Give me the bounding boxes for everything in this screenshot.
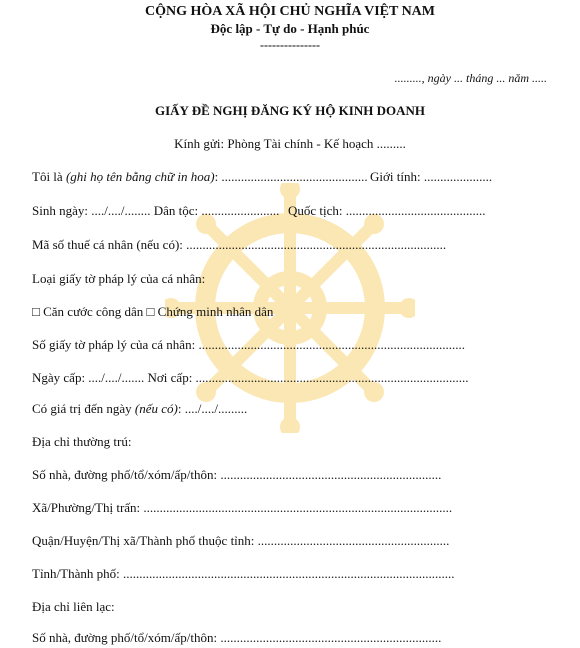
name-hint: (ghi họ tên bằng chữ in hoa): [65, 169, 215, 184]
valid-label: Có giá trị đến ngày: [32, 401, 135, 416]
issue-field: Ngày cấp: ..../..../....... Nơi cấp: ....................................................................................: [32, 370, 469, 385]
street-field-contact: Số nhà, đường phố/tổ/xóm/ấp/thôn: ....................................................................: [32, 630, 442, 645]
permanent-address-label: Địa chỉ thường trú:: [32, 434, 132, 449]
page-title: GIẤY ĐỀ NGHỊ ĐĂNG KÝ HỘ KINH DOANH: [154, 103, 425, 118]
nation-heading: CỘNG HÒA XÃ HỘI CHỦ NGHĨA VIỆT NAM: [144, 4, 435, 19]
header-rule: ---------------: [260, 38, 320, 52]
doc-type-options: □ Căn cước công dân □ Chứng minh nhân dân: [32, 304, 274, 319]
recipient: Kính gửi: Phòng Tài chính - Kế hoạch .........: [174, 136, 406, 151]
contact-address-label: Địa chỉ liên lạc:: [32, 599, 115, 614]
doc-number-field: Số giấy tờ pháp lý của cá nhân: ..................................................................................: [32, 337, 465, 352]
valid-until-line: [32, 401, 247, 417]
district-field: Quận/Huyện/Thị xã/Thành phố thuộc tỉnh: ...........................................................: [32, 533, 450, 548]
nationality-field: Quốc tịch: ...........................................: [288, 203, 486, 218]
gender-field: Giới tính: .....................: [370, 169, 493, 184]
valid-dots: : ..../..../.........: [177, 401, 248, 416]
date-line: ........., ngày ... tháng ... năm .....: [394, 71, 547, 85]
birth-field: Sinh ngày: ..../..../........ Dân tộc: ........................: [32, 203, 280, 218]
ward-field: Xã/Phường/Thị trấn: ...............................................................................................: [32, 500, 453, 515]
motto: Độc lập - Tự do - Hạnh phúc: [210, 21, 370, 36]
valid-hint: (nếu có): [134, 401, 178, 416]
province-field: Tỉnh/Thành phố: ......................................................................................................: [32, 566, 455, 581]
legal-doc-label: Loại giấy tờ pháp lý của cá nhân:: [32, 271, 206, 286]
name-dots: : .............................................: [214, 169, 368, 184]
name-line: [32, 169, 368, 185]
name-label: Tôi là: [32, 169, 66, 184]
street-field-permanent: Số nhà, đường phố/tổ/xóm/ấp/thôn: ....................................................................: [32, 467, 442, 482]
tax-field: Mã số thuế cá nhân (nếu có): ................................................................................: [32, 237, 447, 252]
